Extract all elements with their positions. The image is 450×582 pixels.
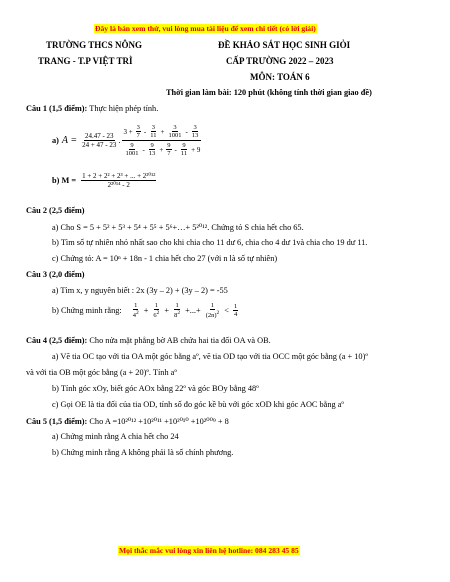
subject-title: MÔN: TOÁN 6	[250, 72, 310, 82]
q5-title: Câu 5 (1,5 điểm):	[26, 417, 88, 426]
q1a-first-fraction	[81, 132, 117, 149]
q2c-text: c) Chứng tỏ: A = 10ⁿ + 18n - 1 chia hết cho 27 (với n là số tự nhiên)	[52, 254, 278, 263]
q3-title: Câu 3 (2,0 điểm)	[26, 270, 85, 279]
q4a-text-line1: a) Vẽ tia OC tạo với tia OA một góc bằng aº, vẽ tia OD tạo với tia OCC một góc bằng (a + 10)º	[52, 352, 368, 361]
q4c-text: c) Gọi OE là tia đối của tia OD, tính số đo góc kề bù với góc xOD khi góc AOC bằng aº	[52, 400, 344, 409]
q1-heading	[26, 104, 158, 113]
exam-title: ĐỀ KHẢO SÁT HỌC SINH GIỎI	[218, 40, 351, 50]
q3b-rhs: $\frac{1}{4}$	[233, 303, 238, 319]
time-allowed: Thời gian làm bài: 120 phút (không tính thời gian giao đề)	[166, 88, 372, 97]
q4-heading	[26, 336, 271, 345]
q1b-fraction	[81, 172, 156, 189]
hotline-banner: Mọi thắc mắc vui lòng xin liên hệ hotline: 084 283 45 85	[119, 546, 299, 555]
q3b-prefix: b) Chứng minh rằng:	[52, 306, 122, 316]
q1b-label: b) M =	[52, 176, 77, 185]
q3b-expression: b) Chứng minh rằng: $\frac{1}{4^2}$ + $\frac{1}{6^2}$ + $\frac{1}{8^2}$ +...+ $\frac{1}{(2n)^2}$ < $\frac{1}{4}$	[52, 302, 238, 320]
q1a-label: a)	[52, 136, 59, 145]
q1a-dot: .	[118, 136, 121, 145]
q1b-denominator: 2²⁰¹⁴ - 2	[107, 181, 130, 189]
q5-heading	[26, 416, 229, 426]
q5b-text: b) Chứng minh rằng A không phải là số chính phương.	[52, 448, 234, 457]
q1a-variable: A =	[61, 135, 78, 146]
q4a-text-line2: và với tia OB một góc bằng (a + 20)º. Tính aº	[26, 368, 177, 377]
school-name-line2: TRANG - T.P VIỆT TRÌ	[38, 56, 133, 66]
q4-intro: Cho nửa mặt phẳng bờ AB chứa hai tia đối OA và OB.	[89, 336, 271, 345]
q1a-f1-numerator: 24.47 - 23	[84, 132, 114, 140]
q2a-text: a) Cho S = 5 + 5² + 5³ + 5⁴ + 5⁵ + 5⁶+…+ 5²⁰¹². Chứng tỏ S chia hết cho 65.	[52, 223, 304, 232]
q1a-f1-denominator: 24 + 47 - 23	[82, 141, 117, 149]
q1b-expression	[52, 172, 157, 189]
q5a-text: a) Chứng minh rằng A chia hết cho 24	[52, 432, 179, 441]
preview-banner: Đây là bản xem thử, vui lòng mua tài liệu để xem chi tiết (có lời giải)	[95, 24, 316, 33]
q5-intro: Cho A =10²⁰¹² +10²⁰¹¹ +10²⁰¹⁰ +10²⁰⁰⁹ + 8	[89, 417, 229, 426]
q4-title: Câu 4 (2,5 điểm):	[26, 336, 88, 345]
q1a-compound-denominator: $\frac{9}{1001}$ - $\frac{9}{13}$ + $\frac{9}{7}$ - $\frac{9}{11}$ + 9	[125, 142, 201, 157]
q1a-expression	[52, 124, 202, 157]
q2-title: Câu 2 (2,5 điểm)	[26, 206, 85, 215]
q2b-text: b) Tìm số tự nhiên nhỏ nhất sao cho khi chia cho 11 dư 6, chia cho 4 dư 1và chia cho 19 dư 11.	[52, 238, 368, 247]
exam-level: CẤP TRƯỜNG 2022 – 2023	[226, 56, 334, 66]
q1-title: Câu 1 (1,5 điểm):	[26, 104, 88, 113]
q1a-compound-fraction	[122, 124, 201, 157]
school-name-line1: TRƯỜNG THCS NÔNG	[46, 40, 143, 50]
q1-prompt: Thực hiện phép tính.	[89, 104, 159, 113]
q4b-text: b) Tính góc xOy, biết góc AOx bằng 22º và góc BOy bằng 48º	[52, 384, 259, 393]
q1b-numerator: 1 + 2 + 2² + 2³ + ... + 2²⁰¹²	[82, 172, 156, 180]
q3b-less-than: <	[224, 306, 229, 316]
q1a-compound-numerator: 3 + $\frac{3}{7}$ - $\frac{3}{11}$ + $\frac{3}{1001}$ - $\frac{3}{13}$	[122, 124, 201, 141]
q3a-text: a) Tìm x, y nguyên biết : 2x (3y – 2) + (3y – 2) = -55	[52, 286, 228, 295]
